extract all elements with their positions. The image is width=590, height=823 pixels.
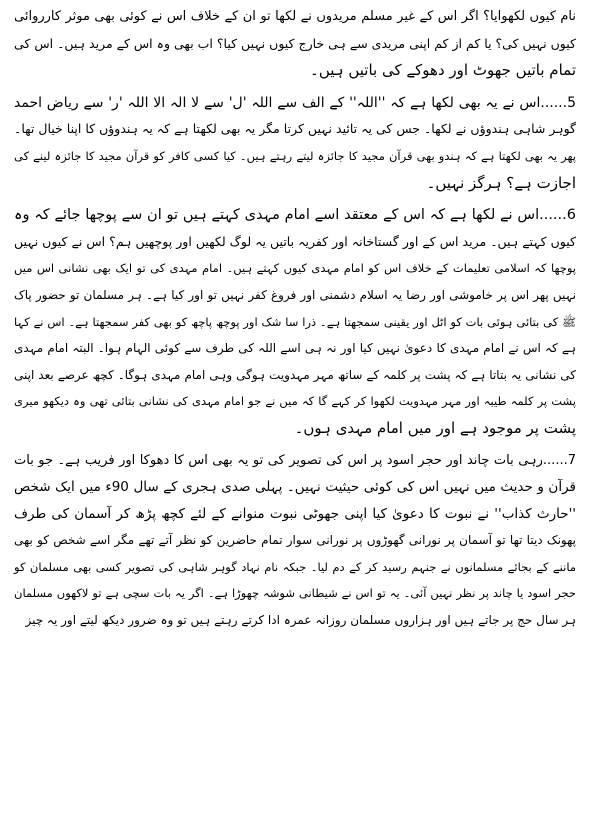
text-line: پشت پر موجود ہے اور میں امام مہدی ہوں۔ [294, 418, 576, 437]
text-line: حجر اسود یا چاند پر نظر نہیں آئی۔ یہ تو اس نے شیطانی شوشہ چھوڑا ہے۔ اگر یہ بات سچی ہے تو لاکھوں مسلمان [14, 586, 576, 601]
paragraph [14, 202, 576, 441]
text-line: گوہر شاہی ہندوؤں نے لکھا۔ جس کی یہ تائید نہیں کرتا مگر یہ بھی لکھتا ہے کہ یہ ہندوؤں کا اپنا خیال تھا۔ [14, 121, 576, 137]
text-line: پھر یہ بھی لکھتا ہے کہ ہندو بھی قرآن مجید کا جائزہ لیتے رہتے ہیں۔ کیا کسی کافر کو قرآن مجید کا جائزہ لینے کی [14, 148, 576, 163]
text-line: ہے کہ اس نے امام مہدی کا دعویٰ نہیں کیا اور نہ ہی اسے اللہ کی طرف سے کوئی الہام ہوا۔ البتہ امام مہدی [14, 341, 576, 356]
text-line: 5......اس نے یہ بھی لکھا ہے کہ ''اللہ'' کے الف سے اللہ 'ل' سے لا الہ الا اللہ 'ر' سے ریاض احمد [14, 94, 576, 111]
text-line: قرآن و حدیث میں نہیں اس کی کوئی حیثیت نہیں۔ پہلی صدی ہجری کے سال 90ء میں ایک شخص [14, 479, 576, 496]
text-line: 6......اس نے لکھا ہے کہ اس کے معتقد اسے امام مہدی کہتے ہیں تو ان سے پوچھا جائے کہ وہ [14, 207, 576, 224]
paragraph [14, 4, 576, 84]
text-line: ماننے کے بجائے مسلمانوں نے جنہم رسید کر کے دم لیا۔ جبکہ نام نہاد گوہر شاہی کی تصویر کسی بھی مسلمان کو [14, 559, 576, 574]
text-line: نہیں پھر اس پر خاموشی اور رضا یہ اسلام دشمنی اور فروغ کفر نہیں تو اور کیا ہے۔ ہر مسلمان تو حضور پاک [14, 287, 576, 302]
text-line: ہر سال حج پر جاتے ہیں اور ہزاروں مسلمان روزانہ عمرہ ادا کرتے رہتے ہیں تو وہ ضرور دیکھ لیتے اور یہ چیز [25, 613, 576, 628]
text-line: 7......رہی بات چاند اور حجر اسود پر اس کی تصویر کی تو یہ بھی اس کا دھوکا اور فریب ہے۔ جو بات [14, 452, 576, 468]
text-line: پشت پر کلمہ طیبہ اور مہر مہدویت لکھوا کر کہے گا کہ میں نے جو امام مہدی کی نشانی بتائی تھی وہ دیکھو میری [14, 394, 576, 409]
text-line: تمام باتیں جھوٹ اور دھوکے کی باتیں ہیں۔ [310, 61, 576, 80]
paragraph [14, 448, 576, 634]
text-line: ''حارث کذاب'' نے نبوت کا دعویٰ کیا اپنی جھوٹی نبوت منوانے کے لئے کچھ پڑھ کر آسمان کی طرف [14, 505, 576, 522]
text-line: کی نشانی یہ بتاتا ہے کہ پشت پر کلمہ کے ساتھ مہر مہدویت ہوگی وہی امام مہدی ہوگا۔ کچھ عرصے بعد اپنی [14, 367, 576, 382]
text-line: کیوں نہیں کی؟ یا کم از کم اپنی مریدی سے ہی خارج کیوں نہیں کیا؟ اب بھی وہ اس کے مرید ہیں۔ اس کی [14, 35, 576, 51]
paragraph [14, 90, 576, 196]
text-line: اجازت ہے؟ ہرگز نہیں۔ [426, 173, 576, 192]
text-line: پھونک دیتا تھا تو آسمان پر نورانی گھوڑوں پر نورانی سوار تمام حاضرین کو نظر آتے تھے مگر اسے شخص کو بھی [14, 533, 576, 548]
text-line: پوچھا کہ اسلامی تعلیمات کے خلاف اس کو امام مہدی کیوں کہتے ہیں۔ امام مہدی کی تو ایک بھی نشانی اس میں [14, 261, 576, 276]
text-line: کیوں کہتے ہیں۔ مرید اس کے اور گستاخانہ اور کفریہ باتیں یہ لوگ لکھیں اور پوچھیں ہم؟ اس نے کیوں نہیں [14, 233, 576, 249]
text-line: نام کیوں لکھوایا؟ اگر اس کے غیر مسلم مریدوں نے لکھا تو ان کے خلاف اس نے کوئی بھی موثر کارروائی [14, 9, 576, 24]
text-line: ﷺ کی بتائی ہوئی بات کو اٹل اور یقینی سمجھتا ہے۔ ذرا سا شک اور پوچھ پاچھ کو بھی کفر سمجھتا ہے۔ اس نے کہا [14, 314, 576, 329]
